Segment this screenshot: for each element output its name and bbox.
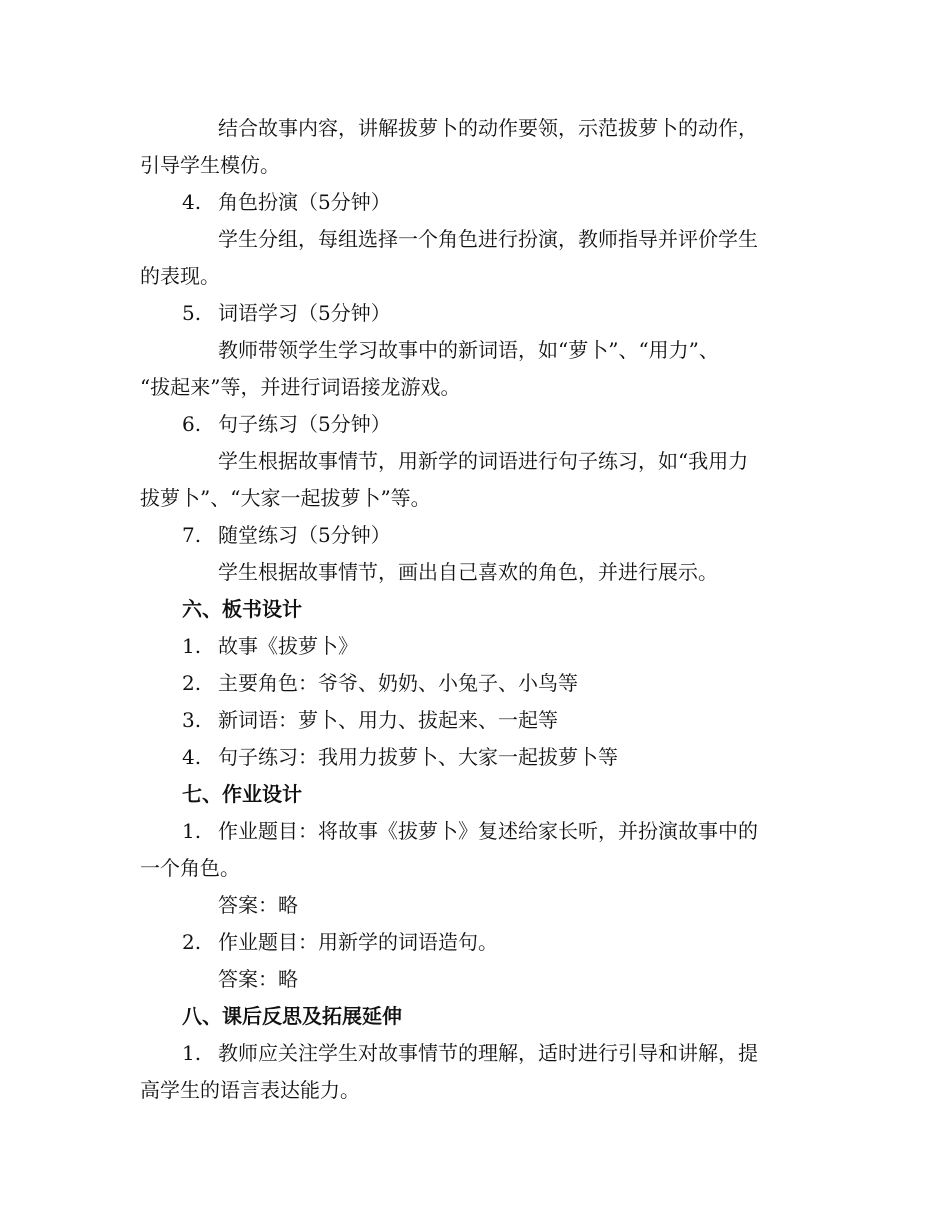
list-item: [0, 739, 950, 776]
list-text: 故事《拔萝卜》: [218, 634, 358, 658]
list-text: 教师应关注学生对故事情节的理解，适时进行引导和讲解，提: [218, 1041, 758, 1065]
paragraph-line: 教师带领学生学习故事中的新词语，如“萝卜”、“用力”、: [218, 338, 719, 362]
answer-line: 答案：略: [218, 893, 298, 917]
paragraph-line: 引导学生模仿。: [140, 153, 280, 177]
list-number: 7.: [182, 523, 202, 547]
list-text: 角色扮演（5分钟）: [218, 190, 391, 214]
paragraph-line: 一个角色。: [140, 856, 240, 880]
paragraph-line: 高学生的语言表达能力。: [140, 1078, 360, 1102]
list-number: 5.: [182, 301, 202, 325]
list-item: [0, 665, 950, 702]
list-number: 2.: [182, 671, 202, 695]
list-item: [0, 924, 950, 961]
paragraph-line: 结合故事内容，讲解拔萝卜的动作要领，示范拔萝卜的动作，: [218, 116, 758, 140]
list-text: 作业题目：将故事《拔萝卜》复述给家长听，并扮演故事中的: [218, 819, 758, 843]
section-heading: 六、板书设计: [182, 597, 302, 621]
list-item: [0, 295, 950, 332]
list-number: 2.: [182, 930, 202, 954]
answer-line: 答案：略: [218, 967, 298, 991]
list-text: 句子练习：我用力拔萝卜、大家一起拔萝卜等: [218, 745, 618, 769]
list-number: 4.: [182, 745, 202, 769]
paragraph-line: “拔起来”等，并进行词语接龙游戏。: [140, 375, 461, 399]
list-item: [0, 628, 950, 665]
paragraph-line: 的表现。: [140, 264, 220, 288]
list-number: 4.: [182, 190, 202, 214]
list-text: 作业题目：用新学的词语造句。: [218, 930, 498, 954]
list-text: 主要角色：爷爷、奶奶、小兔子、小鸟等: [218, 671, 578, 695]
list-item: [0, 184, 950, 221]
list-item: [0, 813, 950, 850]
list-text: 随堂练习（5分钟）: [218, 523, 391, 547]
list-item: [0, 406, 950, 443]
list-number: 1.: [182, 634, 202, 658]
paragraph-line: 学生根据故事情节，画出自己喜欢的角色，并进行展示。: [218, 560, 718, 584]
list-item: [0, 702, 950, 739]
list-number: 6.: [182, 412, 202, 436]
paragraph-line: 学生根据故事情节，用新学的词语进行句子练习，如“我用力: [218, 449, 749, 473]
list-number: 3.: [182, 708, 202, 732]
list-number: 1.: [182, 819, 202, 843]
paragraph-line: 学生分组，每组选择一个角色进行扮演，教师指导并评价学生: [218, 227, 758, 251]
list-text: 词语学习（5分钟）: [218, 301, 391, 325]
list-item: [0, 517, 950, 554]
list-item: [0, 1035, 950, 1072]
section-heading: 八、课后反思及拓展延伸: [182, 1004, 402, 1028]
list-text: 新词语：萝卜、用力、拔起来、一起等: [218, 708, 558, 732]
list-number: 1.: [182, 1041, 202, 1065]
section-heading: 七、作业设计: [182, 782, 302, 806]
list-text: 句子练习（5分钟）: [218, 412, 391, 436]
paragraph-line: 拔萝卜”、“大家一起拔萝卜”等。: [140, 486, 431, 510]
